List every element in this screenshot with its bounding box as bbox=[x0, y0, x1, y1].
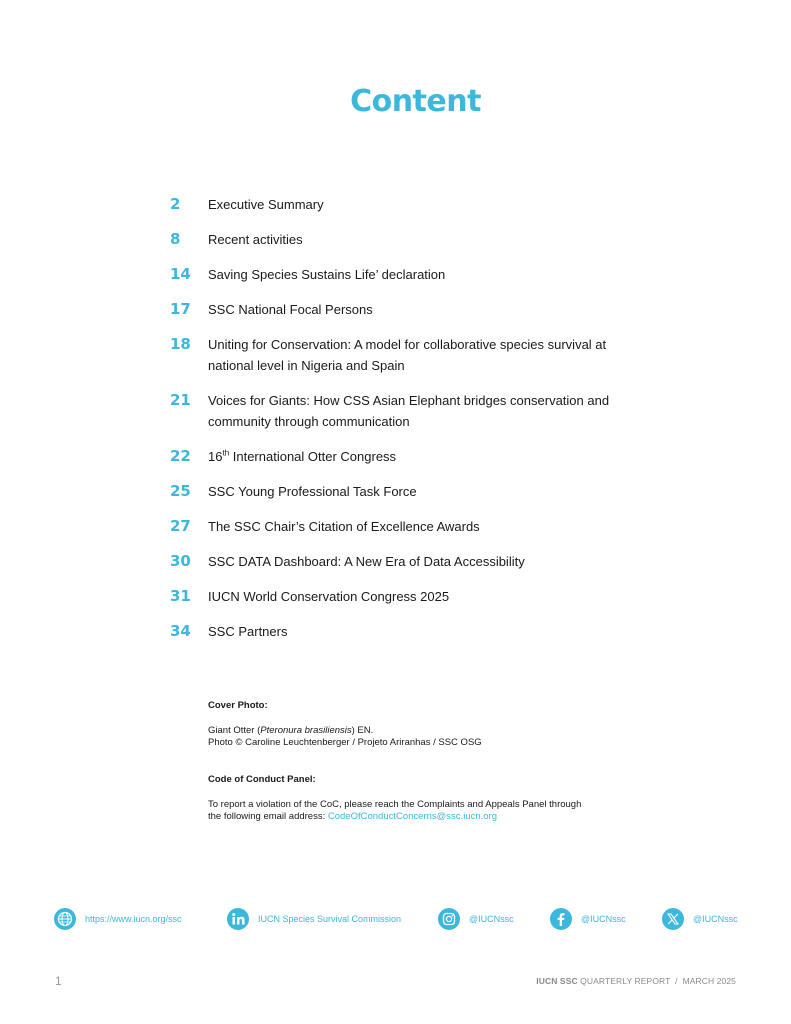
social-links bbox=[54, 908, 744, 932]
toc-title bbox=[208, 446, 396, 467]
toc-entry[interactable] bbox=[170, 551, 640, 572]
toc-entry[interactable] bbox=[170, 334, 640, 376]
toc-title: IUCN World Conservation Congress 2025 bbox=[208, 589, 450, 604]
toc-page-number: 21 bbox=[170, 391, 191, 409]
toc-title: SSC National Focal Persons bbox=[208, 302, 373, 317]
page-number: 1 bbox=[55, 974, 62, 988]
toc-entry[interactable] bbox=[170, 621, 640, 642]
toc-entry[interactable] bbox=[170, 586, 640, 607]
ordinal-suffix: th bbox=[222, 448, 230, 458]
instagram-link[interactable] bbox=[438, 908, 514, 930]
org-name: IUCN SSC bbox=[536, 976, 578, 986]
linkedin-link[interactable] bbox=[227, 908, 401, 930]
report-info: QUARTERLY REPORT / MARCH 2025 bbox=[577, 976, 736, 986]
code-of-conduct-text-part: the following email address: bbox=[208, 811, 328, 822]
cover-photo-heading: Cover Photo: bbox=[208, 700, 268, 711]
toc-title: Saving Species Sustains Life’ declaration bbox=[208, 267, 446, 282]
x-link[interactable] bbox=[662, 908, 738, 930]
toc-entry[interactable] bbox=[170, 446, 640, 467]
toc-page-number: 2 bbox=[170, 195, 181, 213]
toc-page-number: 31 bbox=[170, 587, 191, 605]
page-title: Content bbox=[350, 84, 481, 119]
toc-page-number: 22 bbox=[170, 447, 191, 465]
code-of-conduct bbox=[208, 774, 638, 823]
toc-entry[interactable] bbox=[170, 299, 640, 320]
toc-title: Executive Summary bbox=[208, 197, 324, 212]
toc-title bbox=[208, 390, 609, 432]
facebook-icon bbox=[550, 908, 572, 930]
website-link[interactable] bbox=[54, 908, 182, 930]
toc-title-part: 16 bbox=[208, 449, 223, 464]
x-icon bbox=[662, 908, 684, 930]
toc-entry[interactable] bbox=[170, 481, 640, 502]
caption-text: ) EN. bbox=[351, 725, 374, 736]
toc-page-number: 25 bbox=[170, 482, 191, 500]
toc-page-number: 8 bbox=[170, 230, 181, 248]
instagram-icon bbox=[438, 908, 460, 930]
toc-entry[interactable] bbox=[170, 516, 640, 537]
toc-title bbox=[208, 334, 606, 376]
toc-title: SSC Partners bbox=[208, 624, 288, 639]
code-of-conduct-heading: Code of Conduct Panel: bbox=[208, 774, 316, 785]
cover-photo-caption bbox=[208, 725, 638, 737]
species-name: Pteronura brasiliensis bbox=[260, 725, 352, 736]
toc-entry[interactable] bbox=[170, 264, 640, 285]
toc-page-number: 30 bbox=[170, 552, 191, 570]
code-of-conduct-text bbox=[208, 811, 638, 823]
toc-title-line: Uniting for Conservation: A model for collaborative species survival at bbox=[208, 337, 607, 352]
facebook-link[interactable] bbox=[550, 908, 626, 930]
toc-title: The SSC Chair’s Citation of Excellence Awards bbox=[208, 519, 480, 534]
code-of-conduct-text: To report a violation of the CoC, please reach the Complaints and Appeals Panel through bbox=[208, 799, 582, 810]
credits-section bbox=[208, 700, 638, 848]
cover-photo-credit bbox=[208, 700, 638, 749]
linkedin-label: IUCN Species Survival Commission bbox=[258, 914, 402, 924]
toc-title: Recent activities bbox=[208, 232, 303, 247]
instagram-label: @IUCNssc bbox=[469, 914, 514, 924]
email-link[interactable]: CodeOfConductConcerns@ssc.iucn.org bbox=[327, 811, 497, 822]
table-of-contents bbox=[170, 194, 640, 656]
toc-title: SSC Young Professional Task Force bbox=[208, 484, 417, 499]
toc-title: SSC DATA Dashboard: A New Era of Data Accessibility bbox=[208, 554, 525, 569]
toc-title-line: community through communication bbox=[208, 414, 410, 429]
toc-title-line: national level in Nigeria and Spain bbox=[208, 358, 405, 373]
globe-icon bbox=[54, 908, 76, 930]
x-label: @IUCNssc bbox=[693, 914, 738, 924]
toc-entry[interactable] bbox=[170, 229, 640, 250]
caption-text: Giant Otter ( bbox=[208, 725, 261, 736]
toc-title-part: International Otter Congress bbox=[229, 449, 397, 464]
report-footer bbox=[536, 976, 736, 986]
toc-page-number: 18 bbox=[170, 335, 191, 353]
toc-title-line: Voices for Giants: How CSS Asian Elephant bridges conservation and bbox=[208, 393, 610, 408]
toc-entry[interactable] bbox=[170, 390, 640, 432]
facebook-label: @IUCNssc bbox=[581, 914, 626, 924]
toc-page-number: 27 bbox=[170, 517, 191, 535]
photo-credit: Photo © Caroline Leuchtenberger / Projeto Ariranhas / SSC OSG bbox=[208, 737, 482, 748]
toc-entry[interactable] bbox=[170, 194, 640, 215]
toc-page-number: 17 bbox=[170, 300, 191, 318]
linkedin-icon bbox=[227, 908, 249, 930]
toc-page-number: 14 bbox=[170, 265, 191, 283]
toc-page-number: 34 bbox=[170, 622, 191, 640]
website-label: https://www.iucn.org/ssc bbox=[85, 914, 182, 924]
